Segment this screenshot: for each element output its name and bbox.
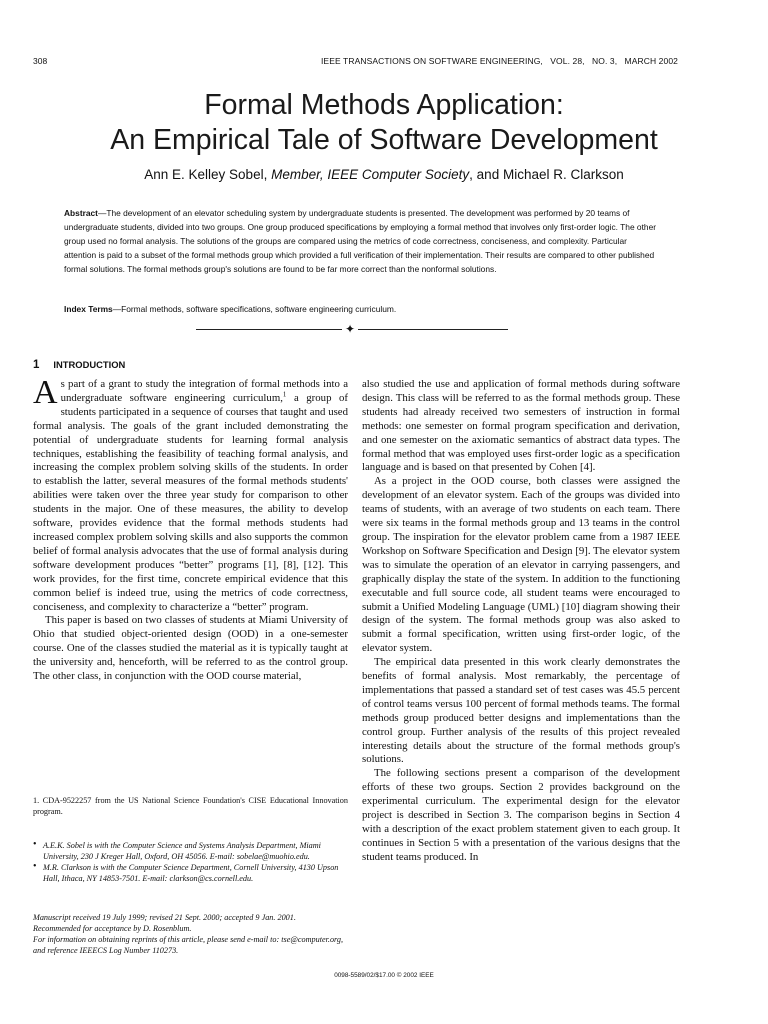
title-line-2: An Empirical Tale of Software Development (110, 124, 658, 156)
intro-p1-part1: s part of a grant to study the integration of formal methods into a undergraduate software engineering curriculum, (60, 378, 348, 404)
section-title: INTRODUCTION (53, 359, 126, 370)
bullet-icon: • (33, 861, 37, 872)
section-number: 1 (33, 359, 40, 371)
abstract (64, 206, 656, 276)
title-line-1: Formal Methods Application: (204, 89, 564, 121)
manuscript-received: Manuscript received 19 July 1999; revised 21 Sept. 2000; accepted 9 Jan. 2001. (33, 913, 296, 922)
right-paragraph-1: also studied the use and application of formal methods during software design. This class will be referred to as the formal methods group. These students had already received two semesters of instruction in formal methods: one semester on formal program specification and derivation, and one semester on the axiomatic semantics of abstract data types. The formal method that was employed uses first-order logic as a specification language and is based on that presented by Cohen [4]. (362, 378, 680, 474)
divider-rule-left (196, 329, 342, 330)
manuscript-reprints: For information on obtaining reprints of this article, please send e-mail to: tse@computer.org, and reference IEEECS Log Number 110273. (33, 935, 344, 955)
footnote: 1. CDA-9522257 from the US National Science Foundation's CISE Educational Innovation program. (33, 796, 348, 816)
author-connector: , and Michael R. Clarkson (469, 167, 624, 182)
index-terms-text: —Formal methods, software specifications, software engineering curriculum. (112, 304, 397, 314)
abstract-text: —The development of an elevator scheduling system by undergraduate students is presented. The development was performed by 20 teams of undergraduate students, divided into two groups. One group produced specifications by employing a formal method that involves only first-order logic. The other group used no formal analysis. The solutions of the groups are compared using the metrics of code correctness, conciseness, and complexity. Particular attention is paid to a subset of the formal methods group which provided a full verification of their implementation. Their results are compared to other published formal solutions. The formal methods group's solutions are found to be far more correct than the nonformal solutions. (64, 208, 657, 274)
intro-p1-part2: a group of students participated in a sequence of courses that taught and used formal analysis. The goals of the grant included demonstrating the potential of undergraduate students for learning formal analysis techniques, establishing the feasibility of teaching formal analysis, and increasing the complex problem solving skills of the students. In order to establish the latter, several measures of the formal methods students' abilities were taken over the three year study for comparison to other students in the major. One of these measures, the ability to develop software, provides evidence that the formal methods students had increased complex problem solving skills and also supports the common belief of formal analysis advocates that the use of formal analysis during software development produces “better” programs [1], [8], [12]. This work provides, for the first time, concrete empirical evidence that this common belief is indeed true, using the metrics of code correctness, conciseness, and complexity to characterize a “better” program. (33, 391, 348, 613)
paper-title (0, 88, 768, 158)
right-column (362, 378, 680, 865)
index-terms (64, 302, 656, 316)
affiliations (33, 840, 348, 884)
bullet-icon: • (33, 839, 37, 850)
left-column (33, 374, 348, 684)
intro-paragraph-1 (33, 374, 348, 614)
affiliation-clarkson-text: M.R. Clarkson is with the Computer Science Department, Cornell University, 4130 Upson Hall, Ithaca, NY 14853-7501. E-mail: clarkson@cs.cornell.edu. (43, 863, 339, 883)
affiliation-sobel-text: A.E.K. Sobel is with the Computer Science and Systems Analysis Department, Miami University, 230 J Kreger Hall, Oxford, OH 45056. E-mail: sobelae@muohio.edu. (43, 841, 321, 861)
divider-ornament-icon: ✦ (344, 322, 356, 336)
intro-paragraph-2: This paper is based on two classes of students at Miami University of Ohio that studied object-oriented design (OOD) in a one-semester course. One of the classes studied the material as it is typically taught at the university and, henceforth, will be referred to as the control group. The other class, in conjunction with the OOD course material, (33, 614, 348, 683)
index-terms-label: Index Terms (64, 304, 113, 314)
dropcap: A (33, 374, 58, 411)
copyright-line: 0098-5589/02/$17.00 © 2002 IEEE (334, 972, 434, 979)
section-heading (33, 359, 125, 371)
footnote-ref: 1 (282, 390, 287, 399)
page-number: 308 (33, 56, 48, 66)
running-header: IEEE TRANSACTIONS ON SOFTWARE ENGINEERING, VOL. 28, NO. 3, MARCH 2002 (320, 56, 678, 66)
divider-rule-right (358, 329, 508, 330)
right-paragraph-4: The following sections present a comparison of the development efforts of these two groups. Section 2 provides background on the experimental curriculum. The experimental design for the elevator project is described in Section 3. The comparison begins in Section 4 with a description of the exact problem statement given to each group. It continues in Section 5 with a presentation of the various designs that the student teams produced. In (362, 767, 680, 863)
right-paragraph-3: The empirical data presented in this work clearly demonstrates the benefits of formal analysis. Most remarkably, the percentage of implementations that passed a standard set of test cases was 45.5 percent of control teams versus 100 percent of formal methods teams. The formal methods group produced better designs and implementations than the control group. Further analysis of the results of this project revealed interesting details about the structure of the formal methods group's solutions. (362, 656, 680, 766)
manuscript-note (33, 912, 348, 956)
author-1: Ann E. Kelley Sobel, (144, 167, 268, 182)
affiliation-clarkson (33, 862, 348, 884)
manuscript-recommended: Recommended for acceptance by D. Rosenblum. (33, 924, 192, 933)
affiliation-sobel (33, 840, 348, 862)
right-paragraph-2: As a project in the OOD course, both classes were assigned the development of an elevator system. Each of the groups was divided into teams of students, with an average of two students on each team. There were six teams in the formal methods group and 13 teams in the control group. The inspiration for the elevator problem came from a 1987 IEEE Workshop on Software Specification and Design [9]. The elevator system was to simulate the operation of an elevator in carrying passengers, and graphically display the state of the system. In addition to the functioning executable and full source code, all student teams were encouraged to submit a Unified Modeling Language (UML) [10] diagram showing their design of the system. The formal methods group was also asked to submit a formal specification, written using first-order logic, of the elevator system. (362, 475, 680, 655)
abstract-label: Abstract (64, 208, 98, 218)
author-line (0, 167, 768, 182)
author-1-role: Member, IEEE Computer Society (271, 167, 470, 182)
